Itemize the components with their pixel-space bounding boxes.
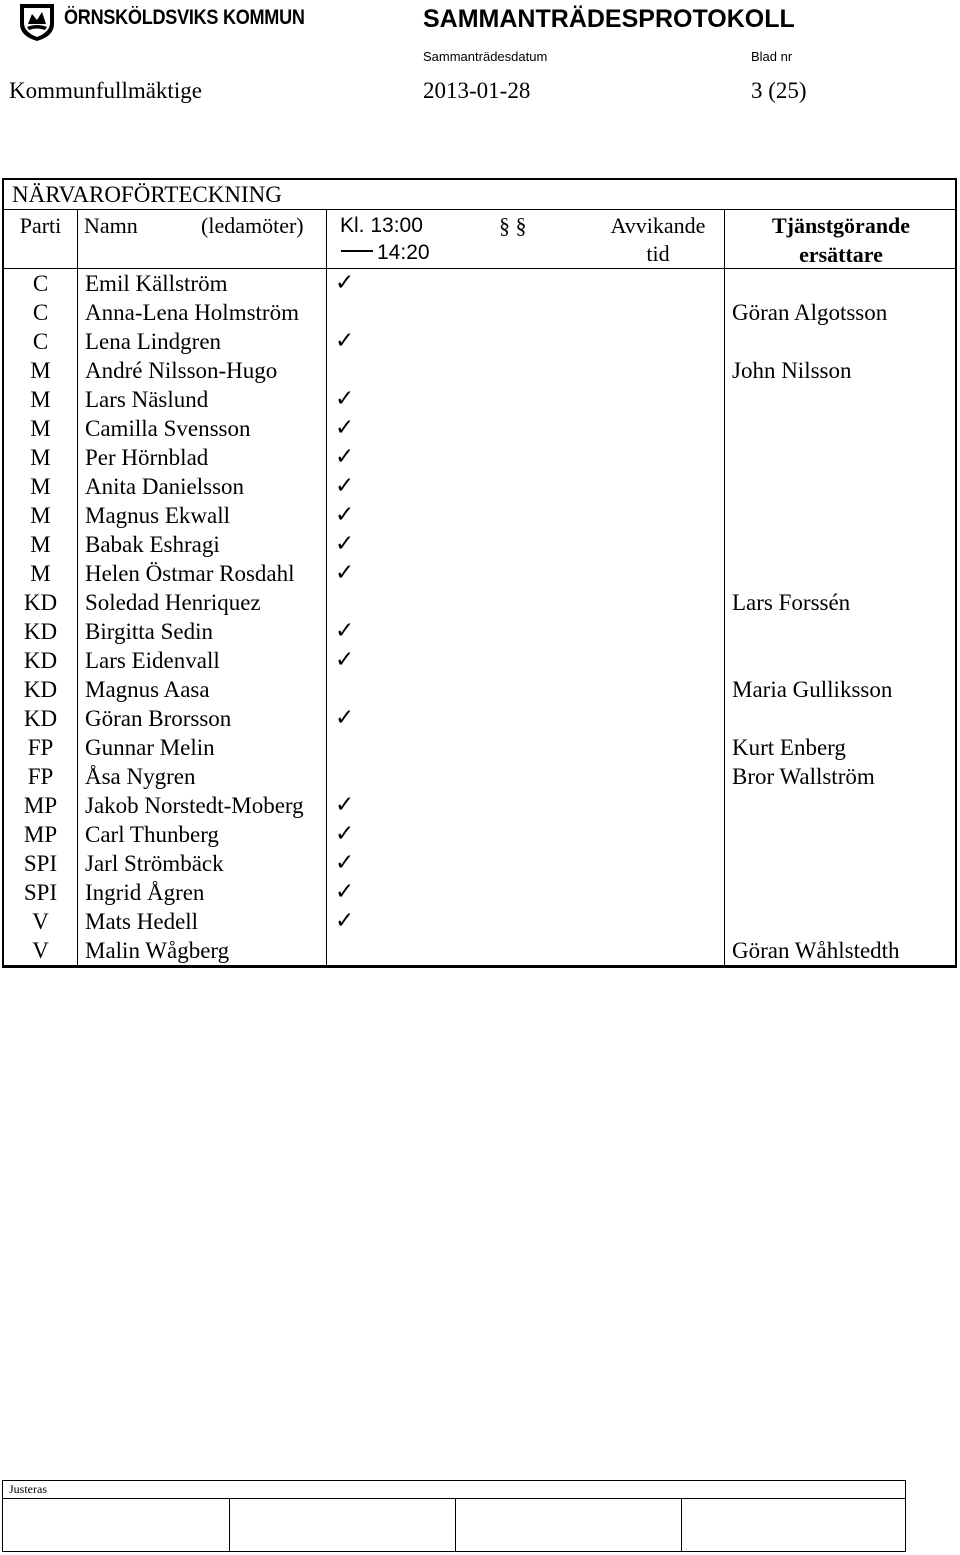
deviation-cell	[592, 588, 725, 617]
substitute-cell	[725, 704, 957, 733]
party-cell: MP	[4, 791, 78, 820]
party-cell: M	[4, 501, 78, 530]
section-cell	[437, 385, 592, 414]
deviation-cell	[592, 646, 725, 675]
substitute-cell: Kurt Enberg	[732, 735, 846, 760]
table-row	[4, 588, 955, 617]
party-cell: KD	[4, 704, 78, 733]
party-cell: M	[4, 356, 78, 385]
party-cell: M	[4, 443, 78, 472]
party-cell: C	[4, 327, 78, 356]
deviation-cell	[592, 820, 725, 849]
deviation-cell	[592, 878, 725, 907]
substitute-cell	[725, 617, 957, 646]
section-cell	[437, 675, 592, 704]
table-row	[4, 356, 955, 385]
name-cell: Lars Eidenvall	[78, 646, 327, 675]
section-cell	[437, 530, 592, 559]
deviation-cell	[592, 733, 725, 762]
table-row	[4, 298, 955, 327]
table-row	[4, 820, 955, 849]
present-check-icon	[327, 356, 437, 385]
present-check-icon: ✓	[335, 444, 355, 470]
present-check-icon: ✓	[335, 647, 355, 673]
substitute-cell	[725, 501, 957, 530]
table-row	[4, 907, 955, 936]
substitute-cell: Bror Wallström	[732, 764, 875, 789]
deviation-cell	[592, 675, 725, 704]
substitute-cell	[725, 269, 957, 298]
deviation-cell	[592, 385, 725, 414]
name-cell: Camilla Svensson	[78, 414, 327, 443]
name-cell: Helen Östmar Rosdahl	[78, 559, 327, 588]
party-cell: M	[4, 414, 78, 443]
party-cell: C	[4, 269, 78, 298]
present-check-icon: ✓	[335, 270, 355, 296]
table-row	[4, 269, 955, 298]
table-row	[4, 733, 955, 762]
present-check-icon: ✓	[335, 386, 355, 412]
present-check-icon	[327, 733, 437, 762]
table-row	[4, 327, 955, 356]
table-row	[4, 936, 955, 965]
deviation-cell	[592, 530, 725, 559]
substitute-cell: Lars Forssén	[732, 590, 851, 615]
party-cell: MP	[4, 820, 78, 849]
name-cell: Carl Thunberg	[78, 820, 327, 849]
deviation-cell	[592, 443, 725, 472]
attendance-title: NÄRVAROFÖRTECKNING	[4, 180, 955, 210]
substitute-cell	[725, 385, 957, 414]
header-time-to-wrap	[341, 238, 430, 268]
substitute-cell: Göran Wåhlstedth	[732, 938, 900, 963]
section-cell	[437, 733, 592, 762]
name-cell: Magnus Aasa	[78, 675, 327, 704]
deviation-cell	[592, 472, 725, 501]
table-row	[4, 385, 955, 414]
body-name: Kommunfullmäktige	[9, 78, 202, 103]
deviation-cell	[592, 791, 725, 820]
section-cell	[437, 907, 592, 936]
header-section: § §	[499, 213, 527, 238]
section-cell	[437, 501, 592, 530]
section-cell	[437, 327, 592, 356]
present-check-icon: ✓	[335, 328, 355, 354]
header-deviation: Avvikande tid	[592, 210, 725, 268]
section-cell	[437, 559, 592, 588]
header-substitute: Tjänstgörande ersättare	[771, 213, 911, 267]
section-cell	[437, 878, 592, 907]
name-cell: Ingrid Ågren	[78, 878, 327, 907]
substitute-cell	[725, 472, 957, 501]
party-cell: V	[4, 907, 78, 936]
section-cell	[437, 356, 592, 385]
meeting-date: 2013-01-28	[423, 78, 531, 103]
deviation-cell	[592, 501, 725, 530]
party-cell: M	[4, 559, 78, 588]
header-time	[327, 210, 437, 268]
deviation-cell	[592, 936, 725, 965]
present-check-icon	[327, 298, 437, 327]
substitute-cell: John Nilsson	[732, 358, 852, 383]
party-cell: FP	[4, 762, 78, 791]
present-check-icon: ✓	[335, 618, 355, 644]
name-cell: Anna-Lena Holmström	[78, 298, 327, 327]
present-check-icon: ✓	[335, 415, 355, 441]
present-check-icon	[327, 588, 437, 617]
section-cell	[437, 443, 592, 472]
page-number: 3 (25)	[751, 78, 807, 103]
table-row	[4, 704, 955, 733]
name-cell: André Nilsson-Hugo	[78, 356, 327, 385]
table-row	[4, 414, 955, 443]
present-check-icon: ✓	[335, 908, 355, 934]
section-cell	[437, 936, 592, 965]
section-cell	[437, 298, 592, 327]
deviation-cell	[592, 907, 725, 936]
name-cell: Emil Källström	[78, 269, 327, 298]
deviation-cell	[592, 414, 725, 443]
deviation-cell	[592, 327, 725, 356]
party-cell: KD	[4, 646, 78, 675]
name-cell: Mats Hedell	[78, 907, 327, 936]
party-cell: KD	[4, 617, 78, 646]
deviation-cell	[592, 849, 725, 878]
substitute-cell	[725, 414, 957, 443]
attendance-table	[2, 178, 957, 968]
party-cell: KD	[4, 588, 78, 617]
substitute-cell: Göran Algotsson	[732, 300, 888, 325]
table-row	[4, 762, 955, 791]
present-check-icon	[327, 936, 437, 965]
table-row	[4, 617, 955, 646]
substitute-cell	[725, 907, 957, 936]
section-cell	[437, 791, 592, 820]
header-party: Parti	[4, 210, 78, 268]
present-check-icon: ✓	[335, 502, 355, 528]
name-cell: Per Hörnblad	[78, 443, 327, 472]
section-cell	[437, 849, 592, 878]
header-time-to: 14:20	[377, 241, 430, 264]
substitute-cell	[725, 327, 957, 356]
name-cell: Gunnar Melin	[78, 733, 327, 762]
page-label: Blad nr	[751, 49, 793, 64]
present-check-icon: ✓	[335, 850, 355, 876]
table-row	[4, 530, 955, 559]
name-cell: Lars Näslund	[78, 385, 327, 414]
organization-name: ÖRNSKÖLDSVIKS KOMMUN	[64, 6, 305, 29]
section-cell	[437, 269, 592, 298]
attendance-rows	[4, 269, 955, 965]
deviation-cell	[592, 762, 725, 791]
substitute-cell	[725, 791, 957, 820]
name-cell: Birgitta Sedin	[78, 617, 327, 646]
municipality-crest-icon	[18, 2, 56, 42]
party-cell: M	[4, 385, 78, 414]
deviation-cell	[592, 617, 725, 646]
deviation-cell	[592, 269, 725, 298]
deviation-cell	[592, 704, 725, 733]
substitute-cell	[725, 878, 957, 907]
present-check-icon: ✓	[335, 473, 355, 499]
present-check-icon: ✓	[335, 879, 355, 905]
deviation-cell	[592, 559, 725, 588]
party-cell: SPI	[4, 849, 78, 878]
substitute-cell	[725, 849, 957, 878]
table-row	[4, 878, 955, 907]
section-cell	[437, 762, 592, 791]
party-cell: V	[4, 936, 78, 965]
table-row	[4, 791, 955, 820]
section-cell	[437, 588, 592, 617]
present-check-icon: ✓	[335, 821, 355, 847]
deviation-cell	[592, 298, 725, 327]
present-check-icon: ✓	[335, 531, 355, 557]
present-check-icon	[327, 762, 437, 791]
present-check-icon: ✓	[335, 705, 355, 731]
section-cell	[437, 704, 592, 733]
party-cell: C	[4, 298, 78, 327]
name-cell: Soledad Henriquez	[78, 588, 327, 617]
substitute-cell	[725, 646, 957, 675]
document-type: SAMMANTRÄDESPROTOKOLL	[423, 5, 795, 33]
name-cell: Babak Eshragi	[78, 530, 327, 559]
section-cell	[437, 472, 592, 501]
present-check-icon	[327, 675, 437, 704]
header-time-from: Kl. 13:00	[340, 214, 423, 237]
table-row	[4, 443, 955, 472]
header-name-label: Namn	[84, 213, 138, 238]
name-cell: Lena Lindgren	[78, 327, 327, 356]
party-cell: SPI	[4, 878, 78, 907]
substitute-cell	[725, 820, 957, 849]
name-cell: Jakob Norstedt-Moberg	[78, 791, 327, 820]
substitute-cell: Maria Gulliksson	[732, 677, 893, 702]
name-cell: Jarl Strömbäck	[78, 849, 327, 878]
table-row	[4, 472, 955, 501]
approval-box	[2, 1480, 906, 1552]
approval-label: Justeras	[9, 1482, 47, 1496]
date-label: Sammanträdesdatum	[423, 49, 548, 64]
party-cell: M	[4, 530, 78, 559]
present-check-icon: ✓	[335, 560, 355, 586]
substitute-cell	[725, 559, 957, 588]
substitute-cell	[725, 443, 957, 472]
table-row	[4, 559, 955, 588]
name-cell: Magnus Ekwall	[78, 501, 327, 530]
party-cell: M	[4, 472, 78, 501]
name-cell: Göran Brorsson	[78, 704, 327, 733]
party-cell: KD	[4, 675, 78, 704]
table-header	[4, 210, 955, 269]
deviation-cell	[592, 356, 725, 385]
substitute-cell	[725, 530, 957, 559]
present-check-icon: ✓	[335, 792, 355, 818]
party-cell: FP	[4, 733, 78, 762]
section-cell	[437, 617, 592, 646]
name-cell: Malin Wågberg	[78, 936, 327, 965]
section-cell	[437, 820, 592, 849]
name-cell: Anita Danielsson	[78, 472, 327, 501]
table-row	[4, 849, 955, 878]
table-row	[4, 501, 955, 530]
section-cell	[437, 414, 592, 443]
table-row	[4, 675, 955, 704]
header-name	[78, 210, 327, 268]
section-cell	[437, 646, 592, 675]
header-name-sub: (ledamöter)	[201, 213, 304, 238]
name-cell: Åsa Nygren	[78, 762, 327, 791]
table-row	[4, 646, 955, 675]
